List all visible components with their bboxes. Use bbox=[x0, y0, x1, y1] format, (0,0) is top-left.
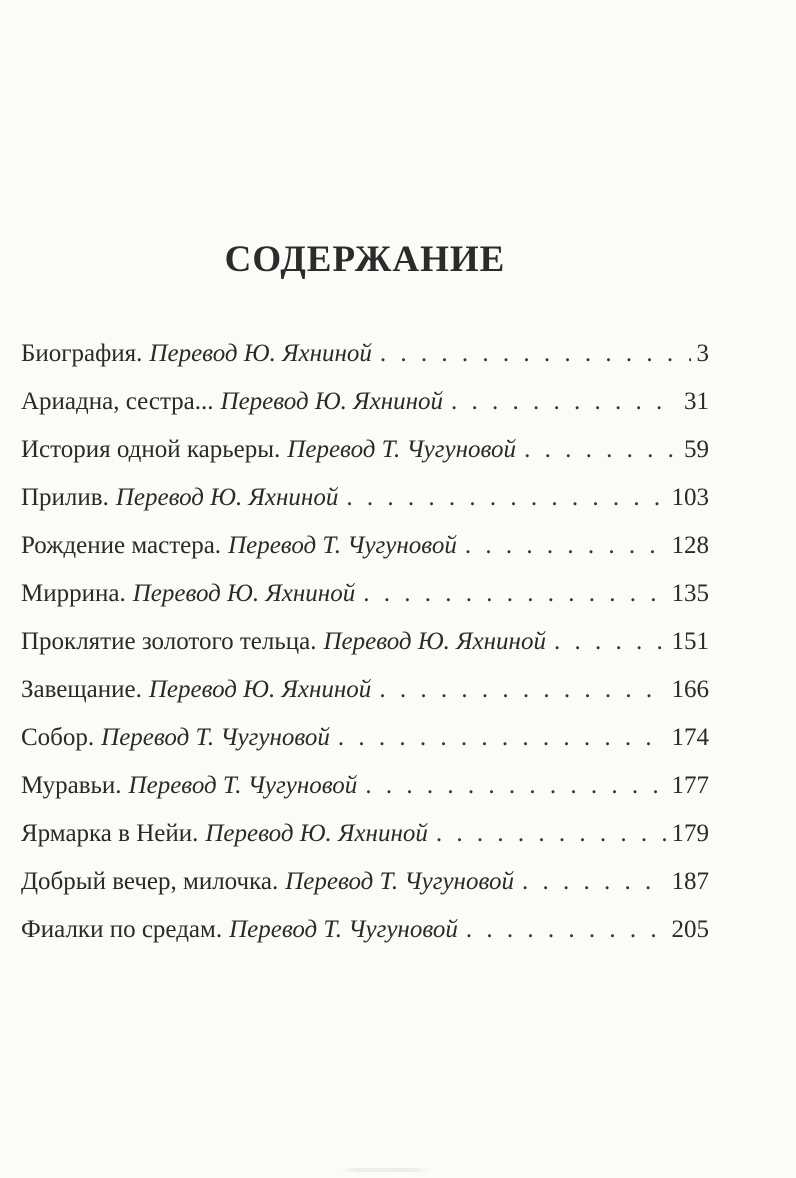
dot-leader bbox=[436, 814, 666, 854]
toc-entry bbox=[21, 766, 709, 814]
entry-page-number: 31 bbox=[684, 388, 709, 415]
paper-blemish bbox=[340, 1168, 430, 1172]
entry-translator: Перевод Т. Чугуновой bbox=[101, 724, 330, 751]
entry-translator: Перевод Ю. Яхниной bbox=[115, 484, 339, 511]
entry-title: Биография. bbox=[21, 340, 143, 367]
entry-title: Фиалки по средам. bbox=[21, 916, 223, 943]
dot-leader bbox=[466, 910, 666, 950]
entry-title: Собор. bbox=[21, 724, 95, 751]
entry-translator: Перевод Ю. Яхниной bbox=[132, 580, 356, 607]
dot-leader bbox=[522, 862, 666, 902]
toc-entry bbox=[21, 814, 709, 862]
entry-translator: Перевод Ю. Яхниной bbox=[323, 628, 546, 655]
dot-leader bbox=[451, 382, 678, 422]
entry-page-number: 135 bbox=[671, 580, 709, 607]
entry-page-number: 179 bbox=[671, 820, 709, 847]
entry-title: Прилив. bbox=[21, 484, 109, 511]
dot-leader bbox=[338, 718, 666, 758]
toc-entry bbox=[21, 382, 709, 430]
entry-translator: Перевод Т. Чугуновой bbox=[287, 436, 517, 463]
dot-leader bbox=[346, 478, 665, 518]
dot-leader bbox=[465, 526, 666, 566]
entry-page-number: 166 bbox=[671, 676, 709, 703]
page-title: СОДЕРЖАНИЕ bbox=[224, 239, 506, 280]
entry-translator: Перевод Т. Чугуновой bbox=[285, 868, 514, 895]
dot-leader bbox=[363, 574, 665, 614]
entry-title: Добрый вечер, милочка. bbox=[21, 868, 279, 895]
dot-leader bbox=[379, 670, 665, 710]
entry-translator: Перевод Ю. Яхниной bbox=[149, 340, 372, 367]
entry-translator: Перевод Т. Чугуновой bbox=[128, 772, 358, 799]
toc-entry bbox=[21, 670, 709, 718]
entry-translator: Перевод Т. Чугуновой bbox=[229, 916, 458, 943]
entry-title: История одной карьеры. bbox=[21, 436, 281, 463]
entry-translator: Перевод Ю. Яхниной bbox=[205, 820, 428, 847]
entry-title: Миррина. bbox=[21, 580, 126, 607]
entry-page-number: 3 bbox=[696, 340, 709, 367]
entry-page-number: 187 bbox=[671, 868, 709, 895]
toc-entry bbox=[21, 430, 709, 478]
entry-translator: Перевод Ю. Яхниной bbox=[148, 676, 372, 703]
toc-entry bbox=[21, 622, 709, 670]
dot-leader bbox=[380, 334, 691, 374]
dot-leader bbox=[554, 622, 666, 662]
entry-title: Завещание. bbox=[21, 676, 142, 703]
entry-translator: Перевод Ю. Яхниной bbox=[220, 388, 444, 415]
toc-entry bbox=[21, 910, 709, 958]
entry-page-number: 177 bbox=[671, 772, 709, 799]
toc-entry bbox=[21, 574, 709, 622]
table-of-contents bbox=[21, 334, 709, 958]
entry-title: Ариадна, сестра... bbox=[21, 388, 214, 415]
entry-page-number: 103 bbox=[671, 484, 709, 511]
entry-page-number: 151 bbox=[671, 628, 709, 655]
toc-entry bbox=[21, 334, 709, 382]
entry-page-number: 174 bbox=[671, 724, 709, 751]
entry-title: Ярмарка в Нейи. bbox=[21, 820, 199, 847]
dot-leader bbox=[365, 766, 665, 806]
toc-entry bbox=[21, 478, 709, 526]
entry-page-number: 205 bbox=[671, 916, 709, 943]
entry-page-number: 128 bbox=[671, 532, 709, 559]
entry-title: Рождение мастера. bbox=[21, 532, 222, 559]
entry-title: Проклятие золотого тельца. bbox=[21, 628, 317, 655]
entry-page-number: 59 bbox=[684, 436, 709, 463]
toc-entry bbox=[21, 526, 709, 574]
toc-entry bbox=[21, 862, 709, 910]
toc-entry bbox=[21, 718, 709, 766]
entry-translator: Перевод Т. Чугуновой bbox=[228, 532, 457, 559]
dot-leader bbox=[524, 430, 678, 470]
entry-title: Муравьи. bbox=[21, 772, 122, 799]
